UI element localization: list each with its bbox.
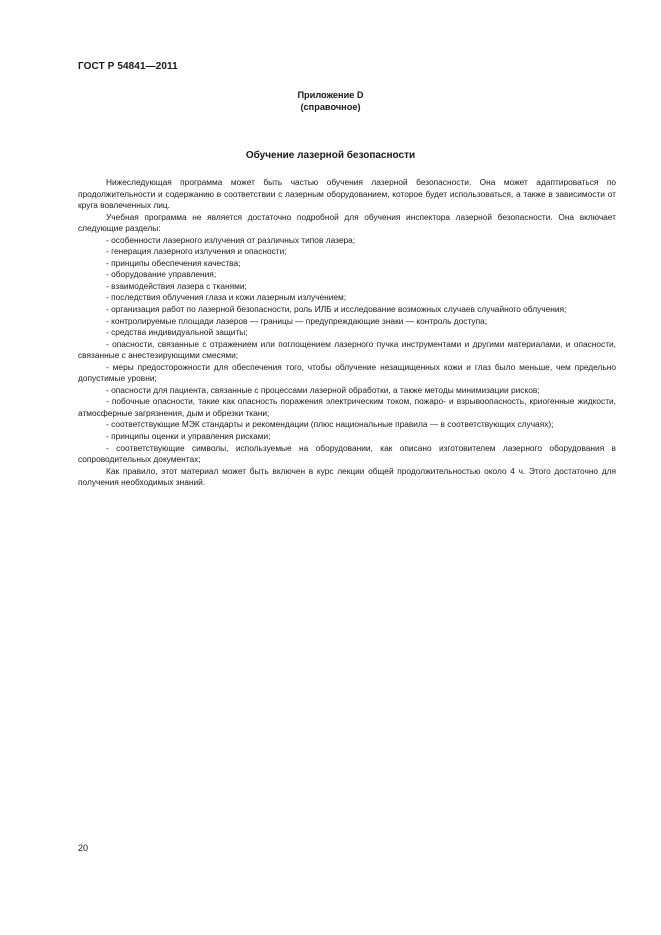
closing-paragraph: Как правило, этот материал может быть включен в курс лекции общей продолжительностью около 4 ч. Этого достаточно для получения необходимых знаний. [78, 465, 616, 488]
list-item: - соответствующие символы, используемые на оборудовании, как описано изготовителем лазерного оборудования в сопроводительных документах; [78, 442, 616, 465]
paragraph: Нижеследующая программа может быть частью обучения лазерной безопасности. Она может адаптироваться по продолжительности и содержанию в соответствии с лазерным оборудованием, которое будет использоваться, а также в зависимости от круга вовлеченных лиц. [78, 177, 616, 211]
page-number: 20 [78, 843, 89, 853]
list-item: - особенности лазерного излучения от различных типов лазера; [106, 234, 356, 245]
document-body [78, 177, 616, 489]
list-item: - средства индивидуальной защиты; [106, 327, 248, 338]
list-item: - опасности для пациента, связанные с процессами лазерной обработки, а также методы минимизации рисков; [106, 384, 540, 395]
list-item: - принципы оценки и управления рисками; [106, 431, 271, 442]
list-item: - оборудование управления; [106, 269, 217, 280]
list-item: - опасности, связанные с отражением или поглощением лазерного пучка инструментами и другими материалами, и опасности, связанные с анестезирующими смесями; [78, 338, 616, 361]
list-item: - принципы обеспечения качества; [106, 257, 241, 268]
list-item: - контролируемые площади лазеров — границы — предупреждающие знаки — контроль доступа; [106, 315, 488, 326]
list-item: - генерация лазерного излучения и опасности; [106, 246, 287, 257]
list-item: - меры предосторожности для обеспечения того, чтобы облучение незащищенных кожи и глаз было меньше, чем предельно допустимые уровни; [78, 361, 616, 384]
list-item: - соответствующие МЭК стандарты и рекомендации (плюс национальные правила — в соответствующих случаях); [106, 419, 554, 430]
annex-type: (справочное) [300, 102, 361, 112]
paragraph: Учебная программа не является достаточно подробной для обучения инспектора лазерной безопасности. Она включает следующие разделы: [78, 211, 616, 234]
document-code: ГОСТ Р 54841—2011 [78, 61, 178, 72]
list-item: - организация работ по лазерной безопасности, роль ИЛБ и исследование возможных случаев случайного облучения; [106, 304, 567, 315]
annex-title: Обучение лазерной безопасности [245, 150, 416, 161]
annex-heading [0, 89, 661, 113]
list-item: - взаимодействия лазера с тканями; [106, 280, 247, 291]
annex-label: Приложение D [297, 90, 364, 100]
list-item: - побочные опасности, такие как опасность поражения электрическим током, пожаро- и взрывоопасность, криогенные жидкости, атмосферные загрязнения, дым и обрезки ткани; [78, 396, 616, 418]
list-item: - последствия облучения глаза и кожи лазерным излучением; [106, 292, 347, 303]
